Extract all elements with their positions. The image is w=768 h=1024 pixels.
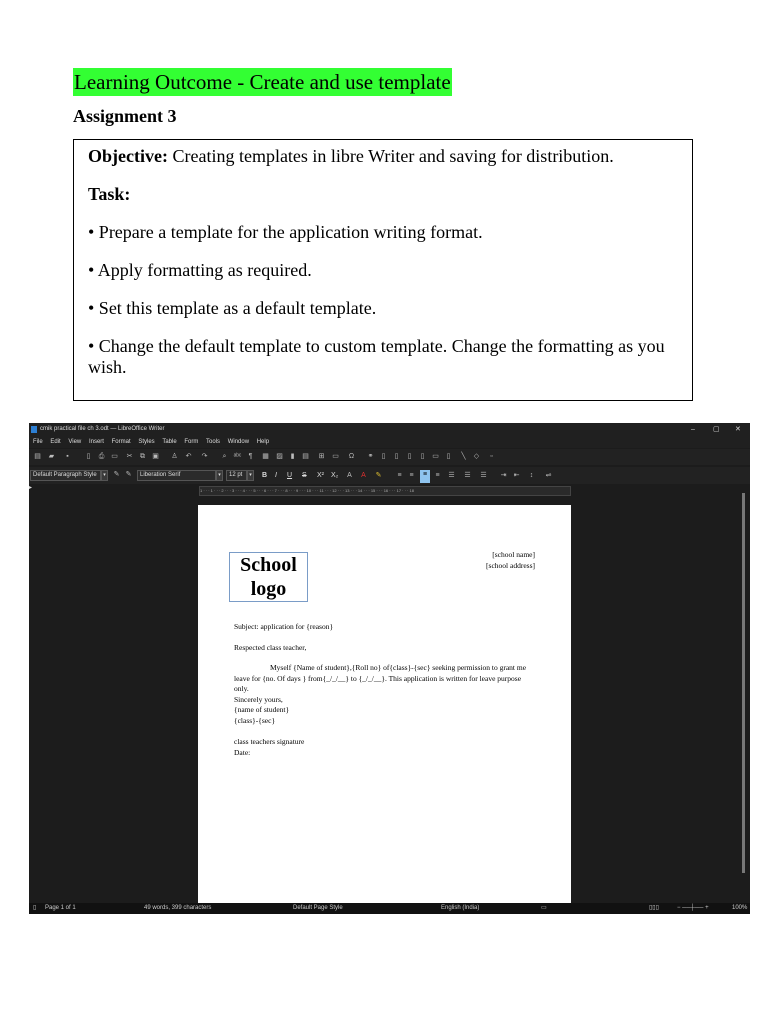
bookmark-icon[interactable]: ▯ — [407, 453, 412, 460]
view-layout-icon[interactable]: ▯▯▯ — [649, 905, 659, 911]
objective-text: Creating templates in libre Writer and saving for distribution. — [167, 146, 614, 166]
save-icon[interactable]: ▪ — [66, 453, 69, 460]
task-item: • Set this template as a default template. — [88, 298, 377, 318]
task-item: • Prepare a template for the application writing format. — [88, 222, 483, 242]
increase-indent-icon[interactable]: ⇥ — [500, 472, 507, 479]
copy-icon[interactable]: ⧉ — [140, 453, 145, 460]
vertical-scrollbar[interactable] — [742, 493, 745, 873]
signature-line: class teachers signature — [234, 737, 305, 746]
menu-help[interactable]: Help — [256, 439, 270, 445]
align-right-icon[interactable]: ≡ — [420, 470, 430, 483]
navigator-toggle-icon[interactable]: ▸ — [29, 485, 33, 491]
zoom-slider[interactable]: − ──┼── + — [677, 905, 709, 911]
paste-icon[interactable]: ▣ — [152, 453, 159, 460]
font-size-select[interactable]: 12 pt — [226, 470, 247, 481]
hyperlink-icon[interactable]: ⚭ — [367, 453, 374, 460]
school-logo-box — [229, 552, 308, 602]
font-color-icon[interactable]: A — [361, 472, 366, 479]
chevron-down-icon[interactable]: ▾ — [101, 470, 108, 481]
shapes-icon[interactable]: ◇ — [473, 453, 480, 460]
print-icon[interactable]: ⎙ — [98, 453, 105, 460]
paragraph-spacing-icon[interactable]: ⇌ — [545, 472, 552, 479]
menu-edit[interactable]: Edit — [50, 439, 61, 445]
formatting-toolbar — [29, 467, 750, 484]
language[interactable]: English (India) — [441, 905, 480, 911]
endnote-icon[interactable]: ▯ — [394, 453, 399, 460]
page-count-icon: ▯ — [33, 905, 37, 911]
cross-reference-icon[interactable]: ▯ — [420, 453, 425, 460]
menu-format[interactable]: Format — [111, 439, 131, 445]
school-address-block — [486, 549, 535, 571]
numbered-list-icon[interactable]: ☰ — [464, 472, 471, 479]
menu-view[interactable]: View — [68, 439, 82, 445]
logo-line: logo — [250, 578, 287, 600]
bullet-list-icon[interactable]: ☰ — [448, 472, 455, 479]
spelling-icon[interactable]: ᵃᵇᶜ — [233, 453, 242, 460]
writer-app-icon — [31, 426, 37, 433]
bold-button[interactable]: B — [262, 472, 268, 479]
selection-mode-icon[interactable]: ▭ — [541, 905, 547, 911]
zoom-level[interactable]: 100% — [732, 905, 748, 911]
closing-line: Sincerely yours, — [234, 694, 283, 704]
minimize-button[interactable]: – — [691, 426, 695, 433]
assignment-title: Assignment 3 — [73, 106, 177, 126]
align-center-icon[interactable]: ≡ — [409, 472, 414, 479]
title-bar — [29, 423, 750, 436]
word-count[interactable]: 49 words, 399 characters — [144, 905, 212, 911]
status-bar — [29, 903, 750, 914]
clone-format-icon[interactable]: ♙ — [171, 453, 178, 460]
find-replace-icon[interactable]: ⌕ — [222, 453, 227, 460]
superscript-button[interactable]: X² — [317, 472, 324, 479]
insert-textbox-icon[interactable]: ▤ — [302, 453, 309, 460]
menu-bar — [29, 436, 750, 448]
justify-icon[interactable]: ≡ — [435, 472, 440, 479]
strikethrough-button[interactable]: S — [302, 472, 307, 479]
italic-button[interactable]: I — [275, 472, 277, 479]
student-name-line: {name of student} — [234, 705, 290, 714]
letter-body — [234, 622, 530, 758]
special-character-icon[interactable]: Ω — [348, 453, 355, 460]
objective-box — [73, 139, 693, 401]
school-name: [school name] — [492, 550, 535, 559]
task-label: Task: — [88, 184, 131, 204]
page-heading: Learning Outcome - Create and use template — [74, 70, 451, 94]
close-button[interactable]: ✕ — [735, 426, 741, 433]
print-preview-icon[interactable]: ▭ — [111, 453, 118, 460]
insert-chart-icon[interactable]: ▮ — [290, 453, 295, 460]
insert-image-icon[interactable]: ▨ — [276, 453, 283, 460]
objective-label: Objective: — [88, 146, 168, 166]
new-document-icon[interactable]: ▤ — [34, 453, 41, 460]
menu-form[interactable]: Form — [184, 439, 199, 445]
update-style-icon[interactable]: ✎ — [113, 471, 120, 478]
standard-toolbar — [29, 449, 750, 465]
decrease-indent-icon[interactable]: ⇤ — [513, 472, 520, 479]
underline-button[interactable]: U — [287, 472, 293, 479]
insert-field-icon[interactable]: ▭ — [332, 453, 339, 460]
body-line: Myself {Name of student},{Roll no} of{class}-{sec} seeking permission to grant me — [270, 663, 527, 672]
maximize-button[interactable]: ▢ — [713, 426, 720, 433]
date-line: Date: — [234, 747, 251, 757]
objective-line — [88, 146, 678, 167]
logo-line: School — [240, 554, 297, 576]
task-item: • Change the default template to custom template. Change the formatting as you wish. — [88, 336, 665, 377]
page-style[interactable]: Default Page Style — [293, 905, 343, 911]
greeting-line: Respected class teacher, — [234, 642, 307, 652]
footnote-icon[interactable]: ▯ — [381, 453, 386, 460]
chevron-down-icon[interactable]: ▾ — [247, 470, 254, 481]
menu-window[interactable]: Window — [227, 439, 250, 445]
school-address: [school address] — [486, 561, 535, 570]
font-name-select[interactable]: Liberation Serif — [137, 470, 216, 481]
track-changes-icon[interactable]: ▯ — [446, 453, 451, 460]
open-folder-icon[interactable]: ▰ — [48, 453, 55, 460]
body-line: leave for {no. Of days } from{_/_/__} to {_/_/__}. This application is written for leave purpose only. — [234, 673, 522, 693]
task-item: • Apply formatting as required. — [88, 260, 312, 280]
class-sec-line: {class}-{sec} — [234, 715, 276, 725]
redo-icon[interactable]: ↷ — [201, 453, 208, 460]
draw-functions-icon[interactable]: ▫ — [490, 453, 493, 460]
clear-formatting-icon[interactable]: A — [347, 472, 352, 479]
comment-icon[interactable]: ▭ — [432, 453, 439, 460]
menu-table[interactable]: Table — [162, 439, 177, 445]
align-left-icon[interactable]: ≡ — [397, 472, 402, 479]
subject-line: Subject: application for {reason} — [234, 622, 334, 631]
page-count[interactable]: Page 1 of 1 — [45, 905, 76, 911]
line-spacing-icon[interactable]: ↕ — [529, 472, 534, 479]
page-break-icon[interactable]: ⊞ — [318, 453, 325, 460]
horizontal-ruler[interactable]: 1 · · · 1 · · · 2 · · · 3 · · · 4 · · · 5 · · · 6 · · · 7 · · · 8 · · · 9 · · · 10 · · · 11 · · · 12 · · · 13 · · · 14 · · · 15 · · · 16 · · · 17 · · · 18 — [199, 486, 571, 496]
paragraph-style-select[interactable]: Default Paragraph Style — [30, 470, 101, 481]
subscript-button[interactable]: X₂ — [331, 472, 339, 479]
highlight-icon[interactable]: ✎ — [375, 472, 382, 479]
menu-insert[interactable]: Insert — [88, 439, 104, 445]
menu-styles[interactable]: Styles — [138, 439, 155, 445]
line-icon[interactable]: ╲ — [461, 453, 466, 460]
cut-icon[interactable]: ✂ — [126, 453, 133, 460]
insert-table-icon[interactable]: ▦ — [262, 453, 269, 460]
export-pdf-icon[interactable]: ▯ — [86, 453, 91, 460]
chevron-down-icon[interactable]: ▾ — [216, 470, 223, 481]
menu-file[interactable]: File — [33, 439, 43, 445]
new-style-icon[interactable]: ✎ — [125, 471, 132, 478]
formatting-marks-icon[interactable]: ¶ — [248, 453, 253, 460]
window-title: cmik practical file ch 3.odt — LibreOffice Writer — [40, 426, 165, 432]
outline-list-icon[interactable]: ☰ — [480, 472, 487, 479]
menu-tools[interactable]: Tools — [206, 439, 221, 445]
undo-icon[interactable]: ↶ — [185, 453, 192, 460]
libreoffice-screenshot — [29, 423, 750, 914]
document-page[interactable] — [198, 505, 571, 903]
